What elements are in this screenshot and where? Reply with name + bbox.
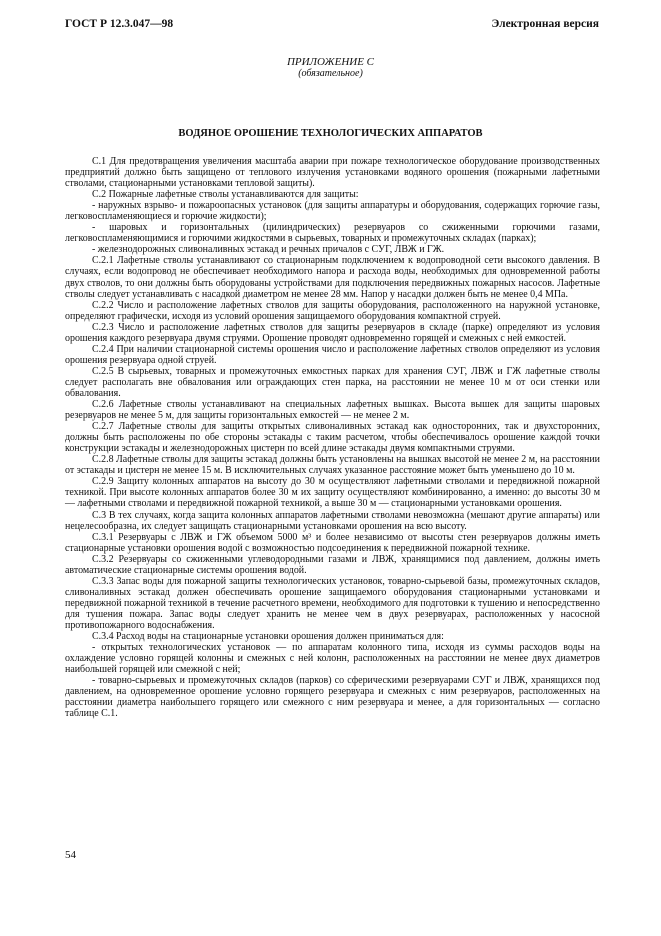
paragraph: С.2.4 При наличии стационарной системы орошения число и расположение лафетных стволов определяют из условия орошения резервуара одной струей.: [65, 343, 600, 366]
version-label: Электронная версия: [491, 18, 599, 30]
paragraph: С.3.1 Резервуары с ЛВЖ и ГЖ объемом 5000 м³ и более независимо от высоты стен резервуаров должны иметь стационарные установки орошения водой с возможностью подсоединения к передвижной пожарной технике.: [65, 531, 600, 554]
list-item: - шаровых и горизонтальных (цилиндрических) резервуаров со сжиженными горючими газами, легковоспламеняющимися и горючими жидкостями в сырьевых, товарных и промежуточных складах (парках);: [65, 222, 600, 245]
body-text: [65, 156, 600, 719]
paragraph: С.2.5 В сырьевых, товарных и промежуточных емкостных парках для хранения СУГ, ЛВЖ и ГЖ лафетные стволы следует располагать вне обвалования или ограждающих стен парка, на расстоянии не менее 10 м от оси стенки или обвалования.: [65, 365, 600, 399]
paragraph: С.2.9 Защиту колонных аппаратов на высоту до 30 м осуществляют лафетными стволами и передвижной пожарной техникой. При высоте колонных аппаратов более 30 м их защиту осуществляют комбинированно, а именно: до высоты 30 м — лафетными стволами и передвижной пожарной техникой, а выше 30 м — стационарными установками орошения.: [65, 476, 600, 510]
paragraph: С.2.7 Лафетные стволы для защиты открытых сливоналивных эстакад как односторонних, так и двухсторонних, должны быть расположены по обе стороны эстакады с таким расчетом, чтобы обеспечивалось орошение каждой точки конструкции эстакады и железнодорожных цистерн по всей длине эстакады двумя компактными струями.: [65, 421, 600, 455]
paragraph: С.2 Пожарные лафетные стволы устанавливаются для защиты:: [92, 189, 359, 201]
page-number: 54: [65, 849, 76, 861]
list-item: - наружных взрыво- и пожароопасных установок (для защиты аппаратуры и оборудования, содержащих горючие газы, легковоспламеняющиеся и горючие жидкости);: [65, 200, 600, 223]
paragraph: С.3 В тех случаях, когда защита колонных аппаратов лафетными стволами невозможна (мешают другие аппараты) или нецелесообразна, их следует защищать стационарными установками орошения на всю высоту.: [65, 509, 600, 532]
paragraph: С.3.3 Запас воды для пожарной защиты технологических установок, товарно-сырьевой базы, промежуточных складов, сливоналивных эстакад должен обеспечивать орошение защищаемого оборудования стационарными установками и передвижной пожарной техникой в течение расчетного времени, необходимого для подготовки к тушению и непосредственно для тушения пожара. Запас воды следует хранить не менее чем в двух резервуарах, расположенных у насосной противопожарного водоснабжения.: [65, 575, 600, 631]
paragraph: С.3.4 Расход воды на стационарные установки орошения должен приниматься для:: [92, 631, 444, 643]
paragraph: С.1 Для предотвращения увеличения масштаба аварии при пожаре технологическое оборудование производственных предприятий должно быть защищено от теплового излучения установками водяного орошения (пожарными лафетными стволами, стационарными установками тепловой защиты).: [65, 156, 600, 190]
appendix-label: ПРИЛОЖЕНИЕ С: [286, 56, 375, 68]
paragraph: С.2.3 Число и расположение лафетных стволов для защиты резервуаров в складе (парке) определяют из условия орошения каждого резервуара двумя струями. Орошение проводят одновременно горящей и смежных с ней емкостей.: [65, 321, 600, 344]
list-item: - товарно-сырьевых и промежуточных складов (парков) со сферическими резервуарами СУГ и ЛВЖ, хранящихся под давлением, на одновременное орошение условно горящего резервуара и смежных с ним резервуаров, расположенных на расстоянии диаметра наибольшего горящего или смежного с ним резервуара и менее, а для горизонтальных — согласно таблице С.1.: [65, 675, 600, 720]
list-item: - железнодорожных сливоналивных эстакад и речных причалов с СУГ, ЛВЖ и ГЖ.: [92, 244, 445, 256]
paragraph: С.2.8 Лафетные стволы для защиты эстакад должны быть установлены на вышках высотой не менее 2 м, на расстоянии от эстакады и цистерн не менее 15 м. В исключительных случаях указанное расстояние может быть уменьшено до 10 м.: [65, 454, 600, 477]
paragraph: С.2.2 Число и расположение лафетных стволов для защиты оборудования, расположенного на наружной установке, определяют графически, исходя из условий орошения защищаемого оборудования компактной струей.: [65, 299, 600, 322]
list-item: - открытых технологических установок — по аппаратам колонного типа, исходя из суммы расходов воды на охлаждение условно горящей колонны и смежных с ней колонн, расположенных на расстоянии не менее двух диаметров наибольшей горящей или смежной с ней;: [65, 642, 600, 676]
document-code: ГОСТ Р 12.3.047—98: [65, 18, 174, 30]
paragraph: С.2.1 Лафетные стволы устанавливают со стационарным подключением к водопроводной сети высокого давления. В случаях, если водопровод не обеспечивает необходимого напора и расхода воды, необходимых для одновременной работы двух стволов, то они должны быть оборудованы устройствами для подключения передвижных пожарных насосов. Лафетные стволы следует устанавливать с насадкой диаметром не менее 28 мм. Напор у насадки должен быть не менее 0,4 МПа.: [65, 255, 600, 300]
paragraph: С.3.2 Резервуары со сжиженными углеводородными газами и ЛВЖ, хранящимися под давлением, должны иметь автоматические стационарные системы орошения водой.: [65, 553, 600, 576]
appendix-status: (обязательное): [298, 68, 363, 79]
appendix-heading: [0, 56, 661, 80]
paragraph: С.2.6 Лафетные стволы устанавливают на специальных лафетных вышках. Высота вышек для защиты шаровых резервуаров не менее 5 м, для защиты горизонтальных емкостей — не менее 2 м.: [65, 399, 600, 422]
section-title: ВОДЯНОЕ ОРОШЕНИЕ ТЕХНОЛОГИЧЕСКИХ АППАРАТОВ: [178, 128, 483, 139]
